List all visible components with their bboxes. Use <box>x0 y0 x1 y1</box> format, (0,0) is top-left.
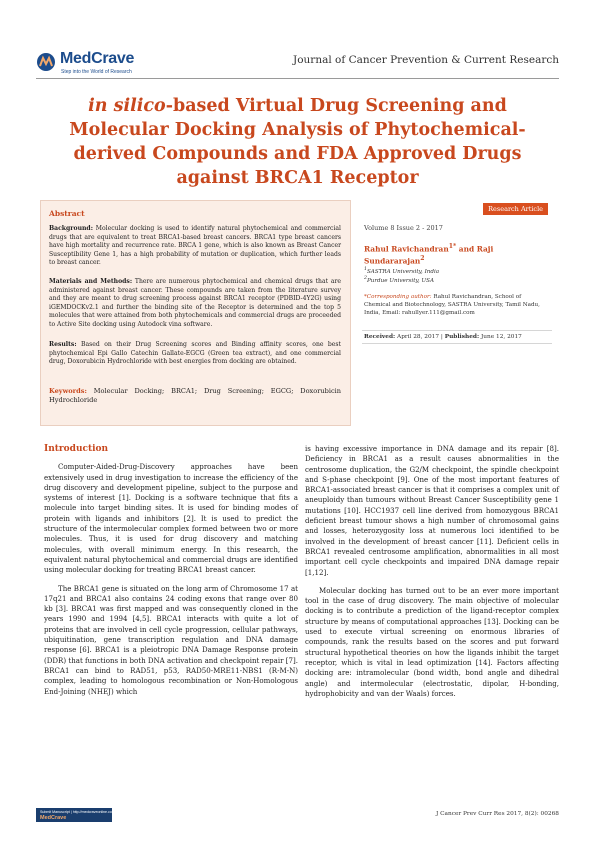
affiliation-2 <box>364 276 544 284</box>
keywords-text: Molecular Docking; BRCA1; Drug Screening; EGCG; Doxorubicin Hydrochloride <box>49 387 341 405</box>
page-footer <box>36 808 559 824</box>
paragraph: is having excessive importance in DNA damage and its repair [8]. Deficiency in BRCA1 as a result causes abnormalities in the centrosome duplication, the G2/M checkpoint, the spindle checkpoint and S-phase checkpoint [9]. One of the most important features of BRCA1-associated breast cancer is that it comprises a complex unit of aneuploidy than tumours without Breast Cancer Susceptibility gene 1 mutations [10]. HCC1937 cell line derived from homozygous BRCA1 deficient breast tumour shows a high number of chromosomal gains and losses, heterozygosity loss at numerous loci identified to be involved in the development of breast cancer [11]. Deficient cells in BRCA1 revealed centrosome amplification, abnormalities in all most important cell cycle checkpoints and impaired DNA damage repair [1,12]. <box>305 444 559 577</box>
affiliation-1-sup: 1 <box>364 267 367 272</box>
body-column-left <box>44 444 298 705</box>
footer-brand: MedCrave <box>40 815 67 821</box>
paragraph: Computer-Aided-Drug-Discovery approaches have been extensively used in drug investigation to increase the efficiency of the drug discovery and development pipeline, subject to the purpose and systems of interest [1]. Docking is a software technique that fits a molecule into target binding sites. It is used for binding modes of protein with ligands and inhibitors [2]. It is used to predict the structure of the intermolecular complex formed between two or more molecules. Thus, it is used for drug discovery and matching molecules, with overall minimum energy. In this research, the equivalent natural phytochemical and commercial drugs are identified using molecular docking for treating BRCA1 breast cancer. <box>44 462 298 575</box>
affiliation-2-text: Purdue University, USA <box>366 277 434 284</box>
section-title-introduction: Introduction <box>44 444 109 454</box>
methods-label: Materials and Methods: <box>49 278 133 285</box>
published-label: Published: <box>444 334 480 340</box>
published-date: June 12, 2017 <box>479 334 522 340</box>
page-header <box>0 44 595 78</box>
brand-name: MedCrave <box>60 50 135 67</box>
brand-tagline: Step into the World of Research <box>61 69 132 75</box>
corresponding-text: Rahul Ravichandran, School of Chemical and Biotechnology, SASTRA University, Tamil Nadu, India, Email: rahullyer.111@gmail.com <box>364 294 540 316</box>
corresponding-author <box>364 293 546 317</box>
paragraph: The BRCA1 gene is situated on the long arm of Chromosome 17 at 17q21 and BRCA1 also contains 24 coding exons that range over 80 kb [3]. BRCA1 was first mapped and was consequently cloned in the years 1990 and 1994 [4,5]. BRCA1 interacts with quite a lot of proteins that are involved in cell cycle progression, cellular pathways, ubiquitination, gene transcription regulation and DNA damage response [6]. BRCA1 is a pleiotropic DNA Damage Response protein (DDR) that functions in both DNA activation and checkpoint repair [7]. BRCA1 can bind to RAD51, p53, RAD50-MRE11-NBS1 (R-M-N) complex, leading to homologous recombination or Non-Homologous End-Joining (NHEJ) which <box>44 583 298 696</box>
body-column-right <box>305 444 559 707</box>
medcrave-logo-icon <box>36 52 56 72</box>
article-info <box>362 200 548 317</box>
abstract-methods <box>49 278 341 330</box>
volume-issue: Volume 8 Issue 2 - 2017 <box>364 224 443 232</box>
received-label: Received: <box>364 334 396 340</box>
received-date: April 28, 2017 <box>395 334 440 340</box>
medcrave-logo <box>36 52 156 80</box>
background-text: Molecular docking is used to identify natural phytochemical and commercial drugs that are equivalent to treat BRCA1-based breast cancers. BRCA1 type breast cancers have high mortality and recurrence rate. BRCA 1 gene, which is also known as Breast Cancer Susceptibility Gene 1, has a high probability of mutation or duplication, which further leads to breast cancer. <box>49 225 341 267</box>
submit-manuscript-link[interactable]: Submit Manuscript | http://medcraveonline.com <box>40 810 115 814</box>
article-type-badge: Research Article <box>483 203 548 215</box>
affiliation-1 <box>364 267 544 275</box>
author-1: Rahul Ravichandran <box>364 244 449 254</box>
background-label: Background: <box>49 225 93 232</box>
results-text: Based on their Drug Screening scores and Binding affinity scores, one best phytochemical Epi Gallo Catechin Gallate-EGCG (Green tea extract), and one commercial drug, Doxorubicin Hydrochloride with best energies from docking are obtained. <box>49 341 341 366</box>
paragraph: Molecular docking has turned out to be an ever more important tool in the case of drug discovery. The main objective of molecular docking is to contribute a prediction of the ligand-receptor complex structure by means of computational approaches [13]. Docking can be used to execute virtual screening on enormous libraries of compounds, rank the results based on the scores and put forward structural hypothetical theories on how the ligands inhibit the target receptor, which is vital in lead optimization [14]. Factors affecting docking are: intramolecular (bond width, bond angle and dihedral angle) and intermolecular (electrostatic, dipolar, H-bonding, hydrophobicity and van der Waals) forces. <box>305 585 559 698</box>
header-divider <box>36 78 559 79</box>
abstract-background <box>49 225 341 268</box>
authors <box>364 242 544 267</box>
author-2-sup: 2 <box>420 255 425 263</box>
methods-text: There are numerous phytochemical and chemical drugs that are administered against breast cancer. These compounds are taken from the literature survey and they are meant to drug screening process against BRCA1 receptor (PDBID-4Y2G) using iGEMDOCKv2.1 and further the binding site of the Receptor is determined and the top 5 molecules that were attained from both phytochemicals and commercial drugs are proceeded to Active Site docking using Autodock vina software. <box>49 278 341 328</box>
affiliation-1-text: SASTRA University, India <box>366 268 440 275</box>
affiliation-2-sup: 2 <box>364 276 367 281</box>
title-text: -based Virtual Drug Screening and Molecular Docking Analysis of Phytochemical-derived Compounds and FDA Approved Drugs against BRCA1 Receptor <box>69 96 526 188</box>
abstract-results <box>49 341 341 367</box>
author-1-sup: 1* <box>448 243 457 250</box>
article-title <box>36 94 559 190</box>
corresponding-label: *Corresponding author: <box>364 294 432 300</box>
journal-name: Journal of Cancer Prevention & Current Research <box>293 54 559 66</box>
title-italic: in silico <box>88 96 166 116</box>
abstract-heading: Abstract <box>49 209 85 218</box>
keywords-label: Keywords: <box>49 387 87 395</box>
results-label: Results: <box>49 341 77 348</box>
author-2: and Raji Sundararajan <box>364 244 494 266</box>
article-dates: Received: April 28, 2017 | Published: June 12, 2017 <box>362 330 552 344</box>
abstract-keywords <box>49 387 341 406</box>
footer-submit-banner[interactable] <box>36 808 115 822</box>
abstract-box <box>40 200 351 426</box>
footer-citation: J Cancer Prev Curr Res 2017, 8(2): 00268 <box>435 811 559 817</box>
